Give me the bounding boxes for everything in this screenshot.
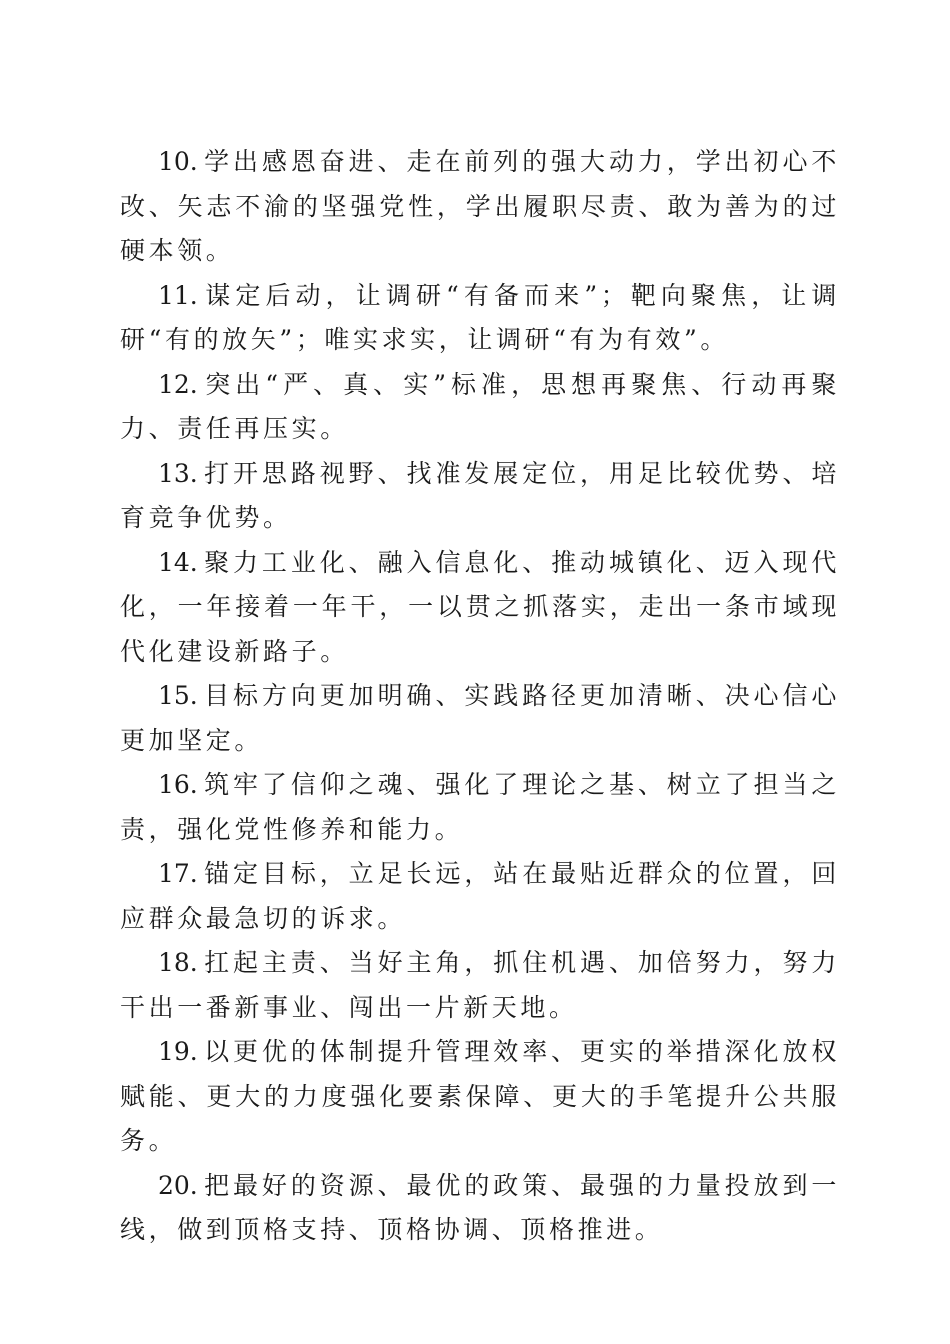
document-page bbox=[120, 140, 840, 1253]
list-item-10 bbox=[120, 140, 840, 274]
item-number: 20. bbox=[158, 1170, 198, 1200]
item-number: 19. bbox=[158, 1037, 198, 1066]
item-number: 11. bbox=[158, 280, 198, 310]
item-text: 把最好的资源、最优的政策、最强的力量投放到一线，做到顶格支持、顶格协调、顶格推进。 bbox=[120, 1170, 840, 1244]
list-item-15 bbox=[120, 674, 840, 763]
list-item-13 bbox=[120, 452, 840, 541]
item-number: 10. bbox=[158, 147, 198, 176]
list-item-14 bbox=[120, 541, 840, 675]
item-number: 13. bbox=[158, 458, 198, 488]
item-text: 锚定目标，立足长远，站在最贴近群众的位置，回应群众最急切的诉求。 bbox=[120, 859, 840, 933]
list-item-11 bbox=[120, 274, 840, 363]
item-text: 突出“严、真、实”标准，思想再聚焦、行动再聚力、责任再压实。 bbox=[120, 369, 840, 443]
list-item-17 bbox=[120, 852, 840, 941]
list-item-12 bbox=[120, 363, 840, 452]
item-text: 目标方向更加明确、实践路径更加清晰、决心信心更加坚定。 bbox=[120, 681, 840, 755]
item-text: 以更优的体制提升管理效率、更实的举措深化放权赋能、更大的力度强化要素保障、更大的手笔提升公共服务。 bbox=[120, 1037, 840, 1155]
item-number: 18. bbox=[158, 948, 198, 977]
item-text: 学出感恩奋进、走在前列的强大动力，学出初心不改、矢志不渝的坚强党性，学出履职尽责、敢为善为的过硬本领。 bbox=[120, 147, 840, 265]
item-text: 筑牢了信仰之魂、强化了理论之基、树立了担当之责，强化党性修养和能力。 bbox=[120, 770, 840, 844]
item-number: 15. bbox=[158, 681, 198, 710]
item-text: 扛起主责、当好主角，抓住机遇、加倍努力，努力干出一番新事业、闯出一片新天地。 bbox=[120, 948, 840, 1022]
item-number: 16. bbox=[158, 770, 198, 799]
item-number: 17. bbox=[158, 859, 198, 888]
list-item-16 bbox=[120, 763, 840, 852]
item-text: 谋定后动，让调研“有备而来”；靶向聚焦，让调研“有的放矢”；唯实求实，让调研“有为有效”。 bbox=[120, 280, 840, 354]
item-text: 聚力工业化、融入信息化、推动城镇化、迈入现代化，一年接着一年干，一以贯之抓落实，走出一条市域现代化建设新路子。 bbox=[120, 547, 840, 666]
item-text: 打开思路视野、找准发展定位，用足比较优势、培育竞争优势。 bbox=[120, 458, 840, 532]
list-item-19 bbox=[120, 1030, 840, 1164]
item-number: 14. bbox=[158, 547, 198, 577]
list-item-18 bbox=[120, 941, 840, 1030]
list-item-20 bbox=[120, 1164, 840, 1253]
item-number: 12. bbox=[158, 369, 198, 399]
